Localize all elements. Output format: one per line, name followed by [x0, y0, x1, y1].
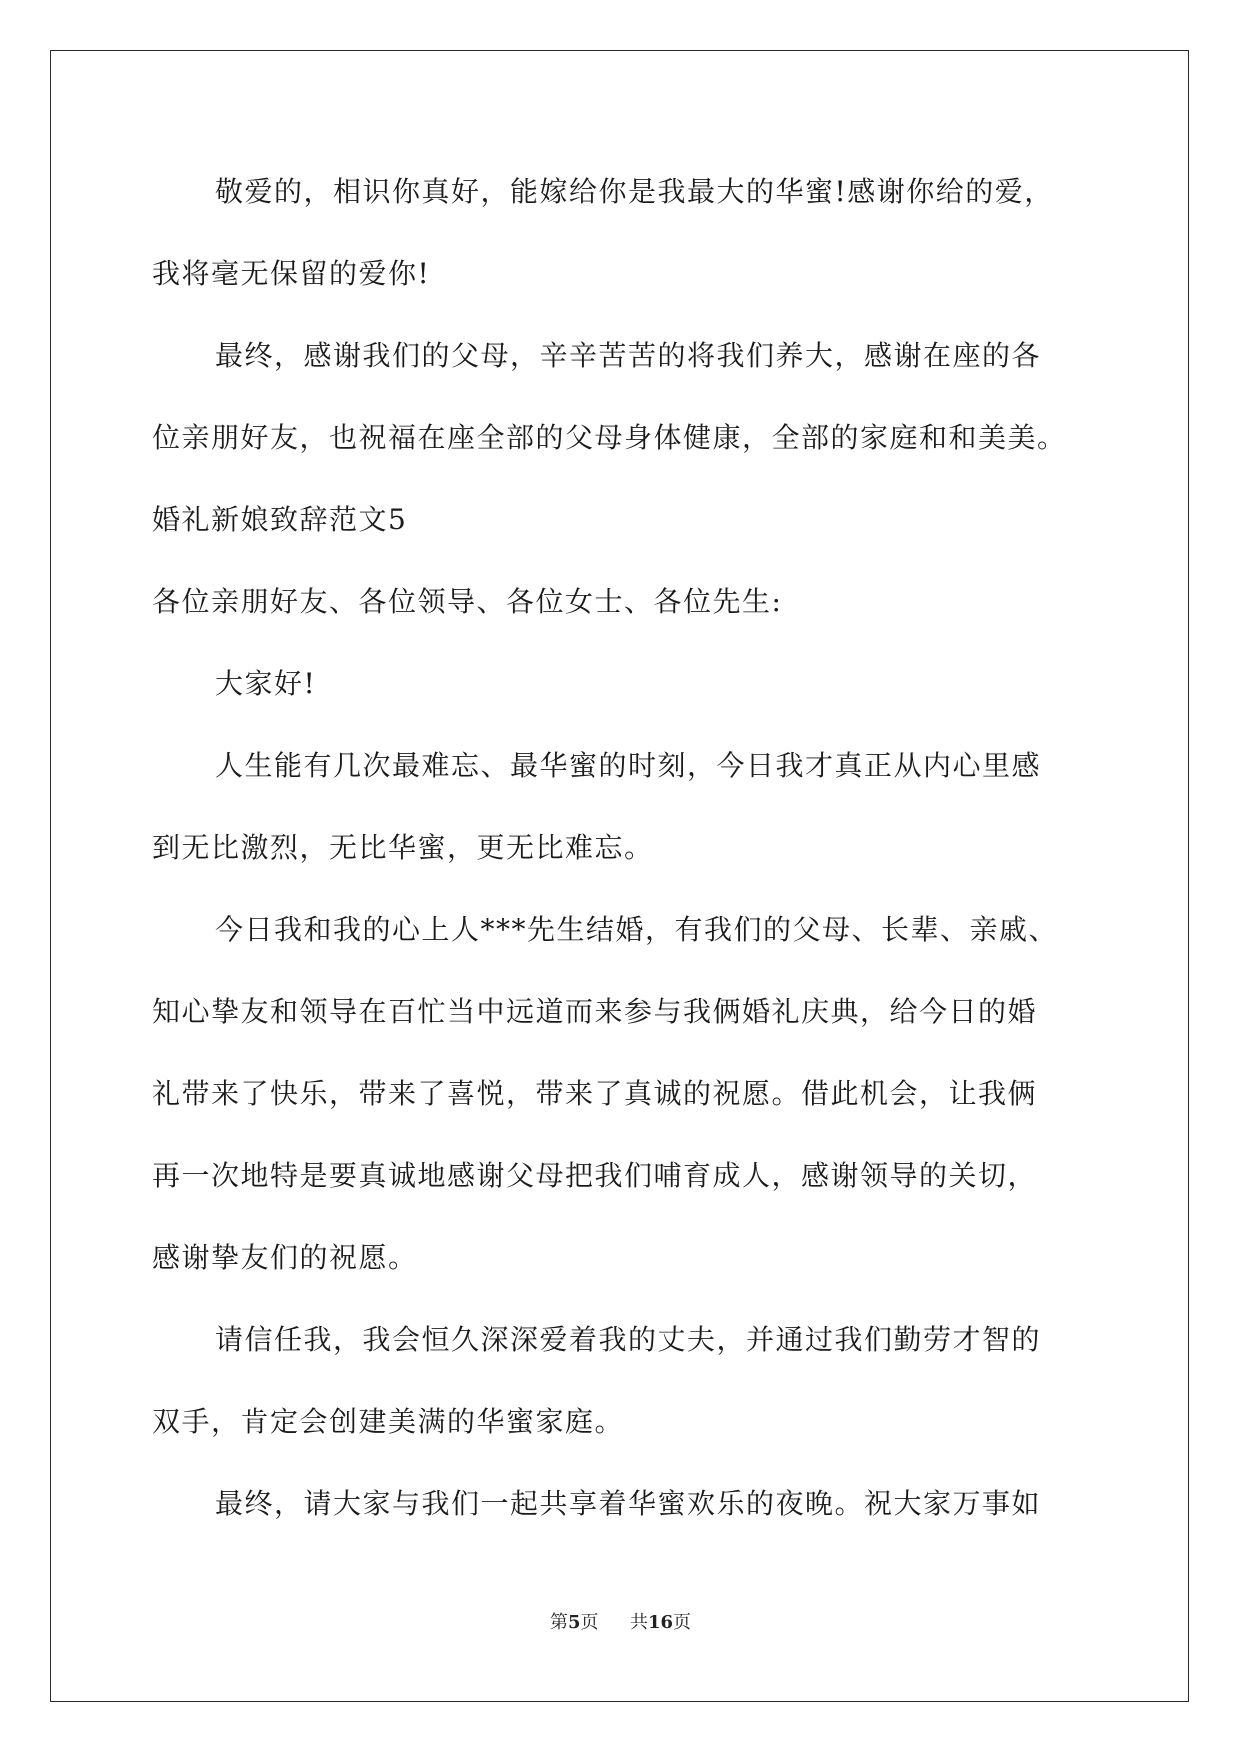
- paragraph-line: 最终，请大家与我们一起共享着华蜜欢乐的夜晚。祝大家万事如: [215, 1487, 1042, 1520]
- total-page-count: 16: [647, 1612, 674, 1633]
- page-suffix: 页: [580, 1612, 599, 1633]
- paragraph-line: 敬爱的，相识你真好，能嫁给你是我最大的华蜜!感谢你给的爱，: [215, 175, 1054, 208]
- section-heading: 婚礼新娘致辞范文5: [152, 503, 408, 536]
- page-number-label: [550, 1611, 599, 1635]
- paragraph-line: 位亲朋好友，也祝福在座全部的父母身体健康，全部的家庭和和美美。: [152, 421, 1067, 454]
- total-suffix: 页: [673, 1612, 692, 1633]
- paragraph-line: 再一次地特是要真诚地感谢父母把我们哺育成人，感谢领导的关切，: [152, 1159, 1038, 1192]
- paragraph-line: 人生能有几次最难忘、最华蜜的时刻，今日我才真正从内心里感: [215, 749, 1042, 782]
- salutation-line: 各位亲朋好友、各位领导、各位女士、各位先生:: [152, 585, 783, 618]
- page-border: [50, 50, 1189, 1702]
- total-prefix: 共: [629, 1612, 648, 1633]
- greeting-line: 大家好!: [215, 667, 317, 700]
- paragraph-line: 双手，肯定会创建美满的华蜜家庭。: [152, 1405, 625, 1438]
- paragraph-line: 今日我和我的心上人***先生结婚，有我们的父母、长辈、亲戚、: [215, 913, 1059, 946]
- page-total-label: [630, 1611, 691, 1635]
- paragraph-line: 我将毫无保留的爱你!: [152, 257, 431, 290]
- current-page-number: 5: [567, 1612, 581, 1633]
- paragraph-line: 感谢挚友们的祝愿。: [152, 1241, 418, 1274]
- page-footer: [0, 1611, 1241, 1635]
- paragraph-line: 请信任我，我会恒久深深爱着我的丈夫，并通过我们勤劳才智的: [215, 1323, 1042, 1356]
- paragraph-line: 到无比激烈，无比华蜜，更无比难忘。: [152, 831, 654, 864]
- paragraph-line: 知心挚友和领导在百忙当中远道而来参与我俩婚礼庆典，给今日的婚: [152, 995, 1038, 1028]
- paragraph-line: 最终，感谢我们的父母，辛辛苦苦的将我们养大，感谢在座的各: [215, 339, 1042, 372]
- page-prefix: 第: [549, 1612, 568, 1633]
- paragraph-line: 礼带来了快乐，带来了喜悦，带来了真诚的祝愿。借此机会，让我俩: [152, 1077, 1038, 1110]
